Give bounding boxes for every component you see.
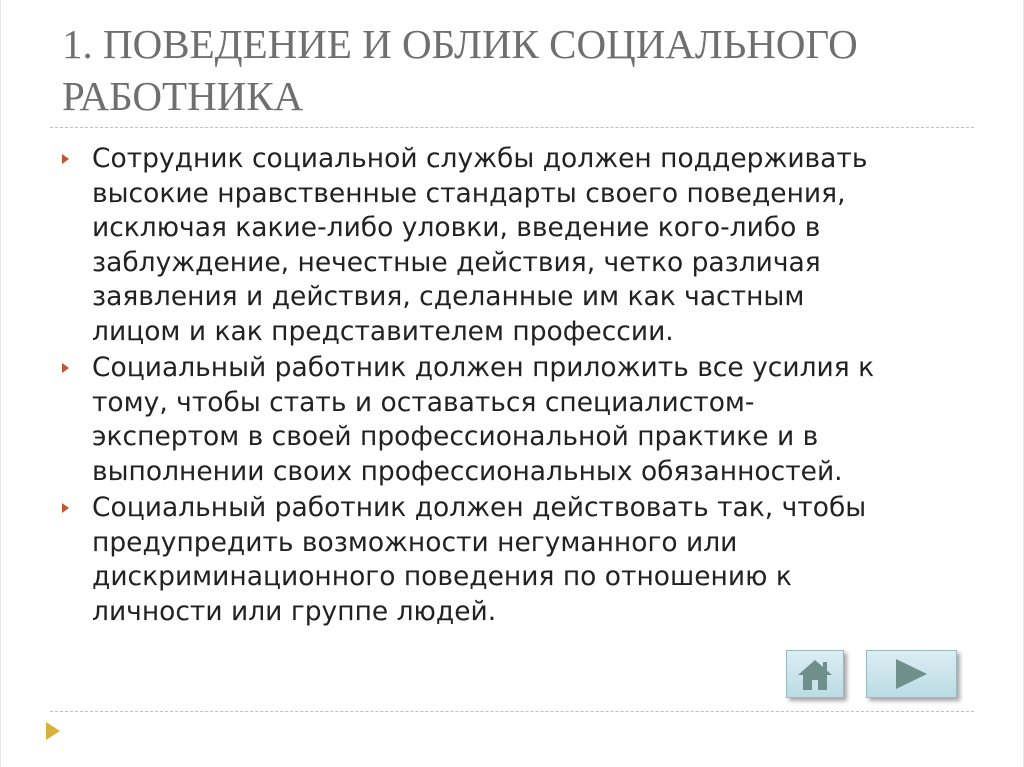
footer-divider — [50, 711, 974, 712]
bullet-text: Сотрудник социальной службы должен поддерживать высокие нравственные стандарты своего поведения, исключая какие-либо уловки, введение кого-либо в заблуждение, нечестные действия, четко различая заявления и действия, сделанные им как частным лицом и как представителем профессии. — [92, 143, 868, 347]
bullet-text: Социальный работник должен действовать так, чтобы предупредить возможности негуманного или дискриминационного поведения по отношению к личности или группе людей. — [92, 492, 867, 627]
title-divider — [50, 127, 974, 128]
play-arrow-icon — [867, 651, 956, 697]
corner-arrow-icon — [46, 722, 60, 740]
list-item — [62, 142, 962, 349]
bullet-text: Социальный работник должен приложить все усилия к тому, чтобы стать и оставаться специалистом- экспертом в своей профессиональной практике и в выполнении своих профессиональных обязанностей. — [92, 352, 875, 487]
bullet-arrow-icon — [62, 363, 69, 373]
list-item — [62, 491, 962, 629]
home-button[interactable] — [786, 650, 844, 698]
list-item — [62, 351, 962, 489]
slide-title: 1. ПОВЕДЕНИЕ И ОБЛИК СОЦИАЛЬНОГО РАБОТНИКА — [62, 21, 858, 119]
bullet-arrow-icon — [62, 154, 69, 164]
home-icon — [787, 651, 843, 697]
next-slide-button[interactable] — [866, 650, 957, 698]
bullet-arrow-icon — [62, 503, 69, 513]
bullet-list — [62, 142, 962, 631]
